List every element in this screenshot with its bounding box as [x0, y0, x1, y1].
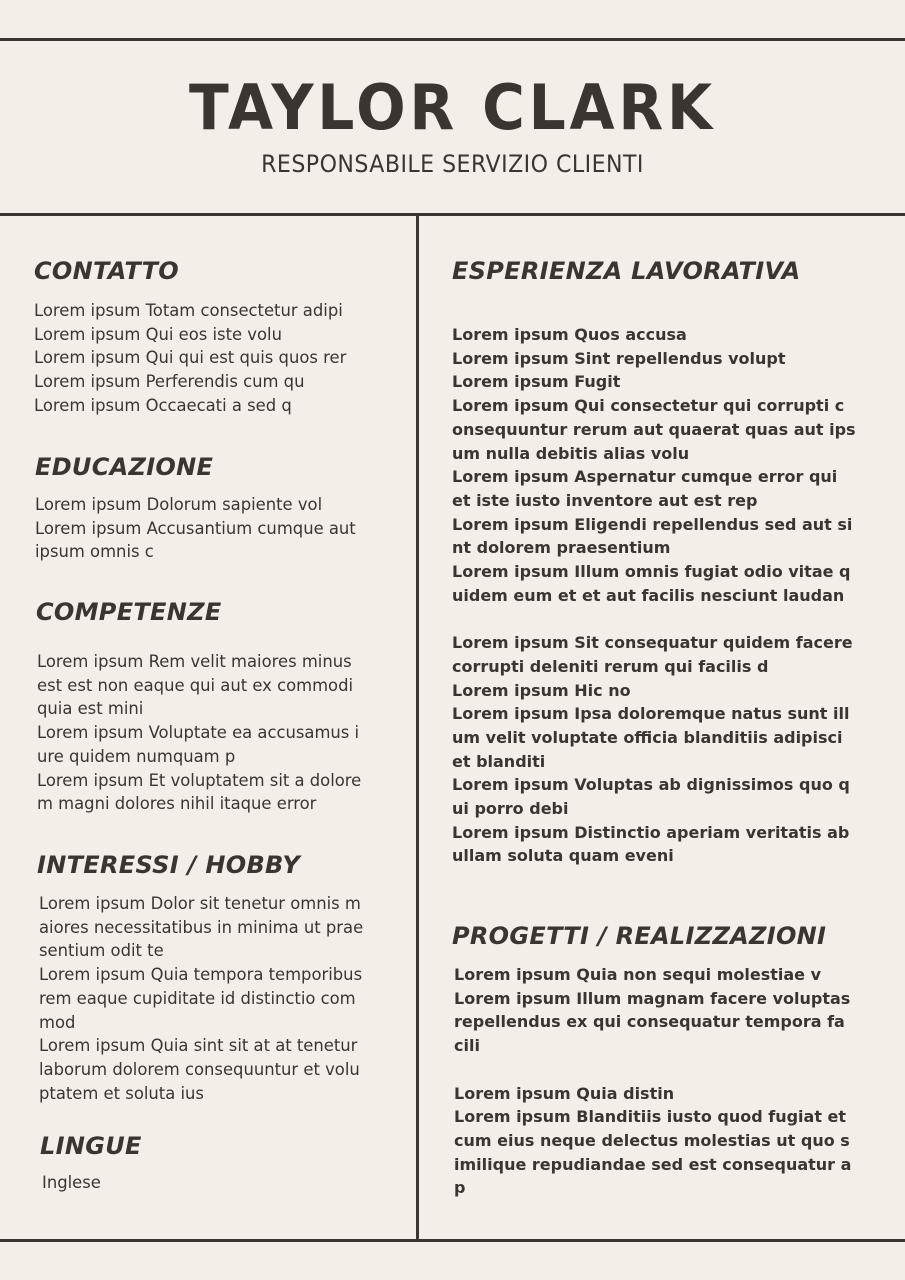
experience-line: Lorem ipsum Aspernatur cumque error qui [452, 467, 838, 487]
skills-line: Lorem ipsum Rem velit maiores minus [37, 652, 352, 671]
projects-heading: PROGETTI / REALIZZAZIONI [452, 922, 827, 950]
interests-line: Lorem ipsum Quia tempora temporibus [39, 965, 363, 985]
skills-section [37, 650, 361, 816]
skills-line: Lorem ipsum Voluptate ea accusamus i [37, 723, 360, 743]
experience-line: Lorem ipsum Voluptas ab dignissimos quo q [452, 775, 850, 795]
candidate-name: TAYLOR CLARK [189, 71, 716, 144]
experience-line: onsequuntur rerum aut quaerat quas aut ips [452, 419, 856, 439]
experience-heading: ESPERIENZA LAVORATIVA [452, 257, 801, 285]
education-line: Lorem ipsum Accusantium cumque aut [35, 518, 356, 538]
experience-line: corrupti deleniti rerum qui facilis d [452, 656, 769, 676]
skills-line: quia est mini [37, 699, 144, 719]
header-bottom-rule [0, 213, 905, 216]
project-line: Lorem ipsum Illum magnam facere voluptas [454, 988, 851, 1008]
contact-line: Lorem ipsum Occaecati a sed q [34, 395, 292, 415]
education-line: Lorem ipsum Dolorum sapiente vol [35, 495, 323, 514]
education-section [35, 493, 356, 564]
contact-heading: CONTATTO [34, 257, 179, 285]
project-line: Lorem ipsum Quia non sequi molestiae v [454, 965, 822, 984]
experience-line: Lorem ipsum Fugit [452, 372, 621, 392]
bottom-rule [0, 1239, 905, 1242]
experience-line: Lorem ipsum Sit consequatur quidem facere [452, 633, 853, 653]
contact-line: Lorem ipsum Perferendis cum qu [34, 372, 305, 392]
interests-line: Lorem ipsum Quia sint sit at at tenetur [39, 1036, 358, 1056]
experience-line: Lorem ipsum Quos accusa [452, 325, 687, 344]
experience-line: Lorem ipsum Ipsa doloremque natus sunt ill [452, 704, 850, 724]
experience-line: ui porro debi [452, 799, 569, 819]
skills-line: ure quidem numquam p [37, 746, 236, 766]
contact-line: Lorem ipsum Qui qui est quis quos rer [34, 348, 347, 368]
experience-line: nt dolorem praesentium [452, 538, 671, 558]
interests-line: aiores necessitatibus in minima ut prae [39, 917, 364, 937]
skills-line: est est non eaque qui aut ex commodi [37, 675, 354, 695]
job-title: RESPONSABILE SERVIZIO CLIENTI [261, 150, 644, 178]
skills-line: Lorem ipsum Et voluptatem sit a dolore [37, 770, 362, 790]
experience-line: ullam soluta quam eveni [452, 846, 674, 866]
experience-line: Lorem ipsum Hic no [452, 680, 631, 700]
interests-line: Lorem ipsum Dolor sit tenetur omnis m [39, 894, 361, 913]
interests-section [39, 892, 363, 1105]
contact-line: Lorem ipsum Qui eos iste volu [34, 324, 282, 344]
interests-line: rem eaque cupiditate id distinctio com [39, 988, 356, 1008]
interests-line: mod [39, 1012, 76, 1032]
project-line: Lorem ipsum Blanditiis iusto quod fugiat et [454, 1107, 847, 1127]
experience-line: Lorem ipsum Qui consectetur qui corrupti c [452, 396, 845, 416]
experience-line: et blanditi [452, 751, 546, 771]
experience-line: Lorem ipsum Illum omnis fugiat odio vitae q [452, 562, 851, 582]
languages-heading: LINGUE [40, 1132, 142, 1160]
education-line: ipsum omnis c [35, 542, 154, 562]
interests-line: sentium odit te [39, 941, 164, 961]
paragraph-gap [452, 607, 856, 631]
contact-line: Lorem ipsum Totam consectetur adipi [34, 301, 343, 320]
paragraph-gap [454, 1058, 851, 1082]
interests-line: ptatem et soluta ius [39, 1083, 204, 1103]
interests-line: laborum dolorem consequuntur et volu [39, 1059, 360, 1079]
top-rule [0, 38, 905, 41]
skills-heading: COMPETENZE [36, 598, 222, 626]
project-line: Lorem ipsum Quia distin [454, 1083, 675, 1103]
experience-line: Lorem ipsum Sint repellendus volupt [452, 348, 786, 368]
experience-line: um velit voluptate officia blanditiis adipisci [452, 727, 843, 747]
languages-section [42, 1171, 101, 1195]
column-divider [416, 215, 419, 1241]
projects-section [454, 963, 851, 1200]
project-line: cili [454, 1036, 480, 1056]
experience-line: Lorem ipsum Eligendi repellendus sed aut si [452, 514, 853, 534]
experience-line: uidem eum et et aut facilis nesciunt laudan [452, 585, 845, 605]
project-line: p [454, 1178, 466, 1198]
education-heading: EDUCAZIONE [35, 453, 214, 481]
language-item: Inglese [42, 1173, 101, 1192]
interests-heading: INTERESSI / HOBBY [37, 851, 301, 879]
project-line: imilique repudiandae sed est consequatur a [454, 1154, 852, 1174]
experience-line: Lorem ipsum Distinctio aperiam veritatis ab [452, 822, 850, 842]
experience-line: um nulla debitis alias volu [452, 443, 690, 463]
experience-section [452, 323, 856, 868]
project-line: cum eius neque delectus molestias ut quo s [454, 1130, 850, 1150]
project-line: repellendus ex qui consequatur tempora fa [454, 1012, 845, 1032]
contact-section [34, 299, 346, 418]
skills-line: m magni dolores nihil itaque error [37, 794, 317, 814]
experience-line: et iste iusto inventore aut est rep [452, 490, 758, 510]
